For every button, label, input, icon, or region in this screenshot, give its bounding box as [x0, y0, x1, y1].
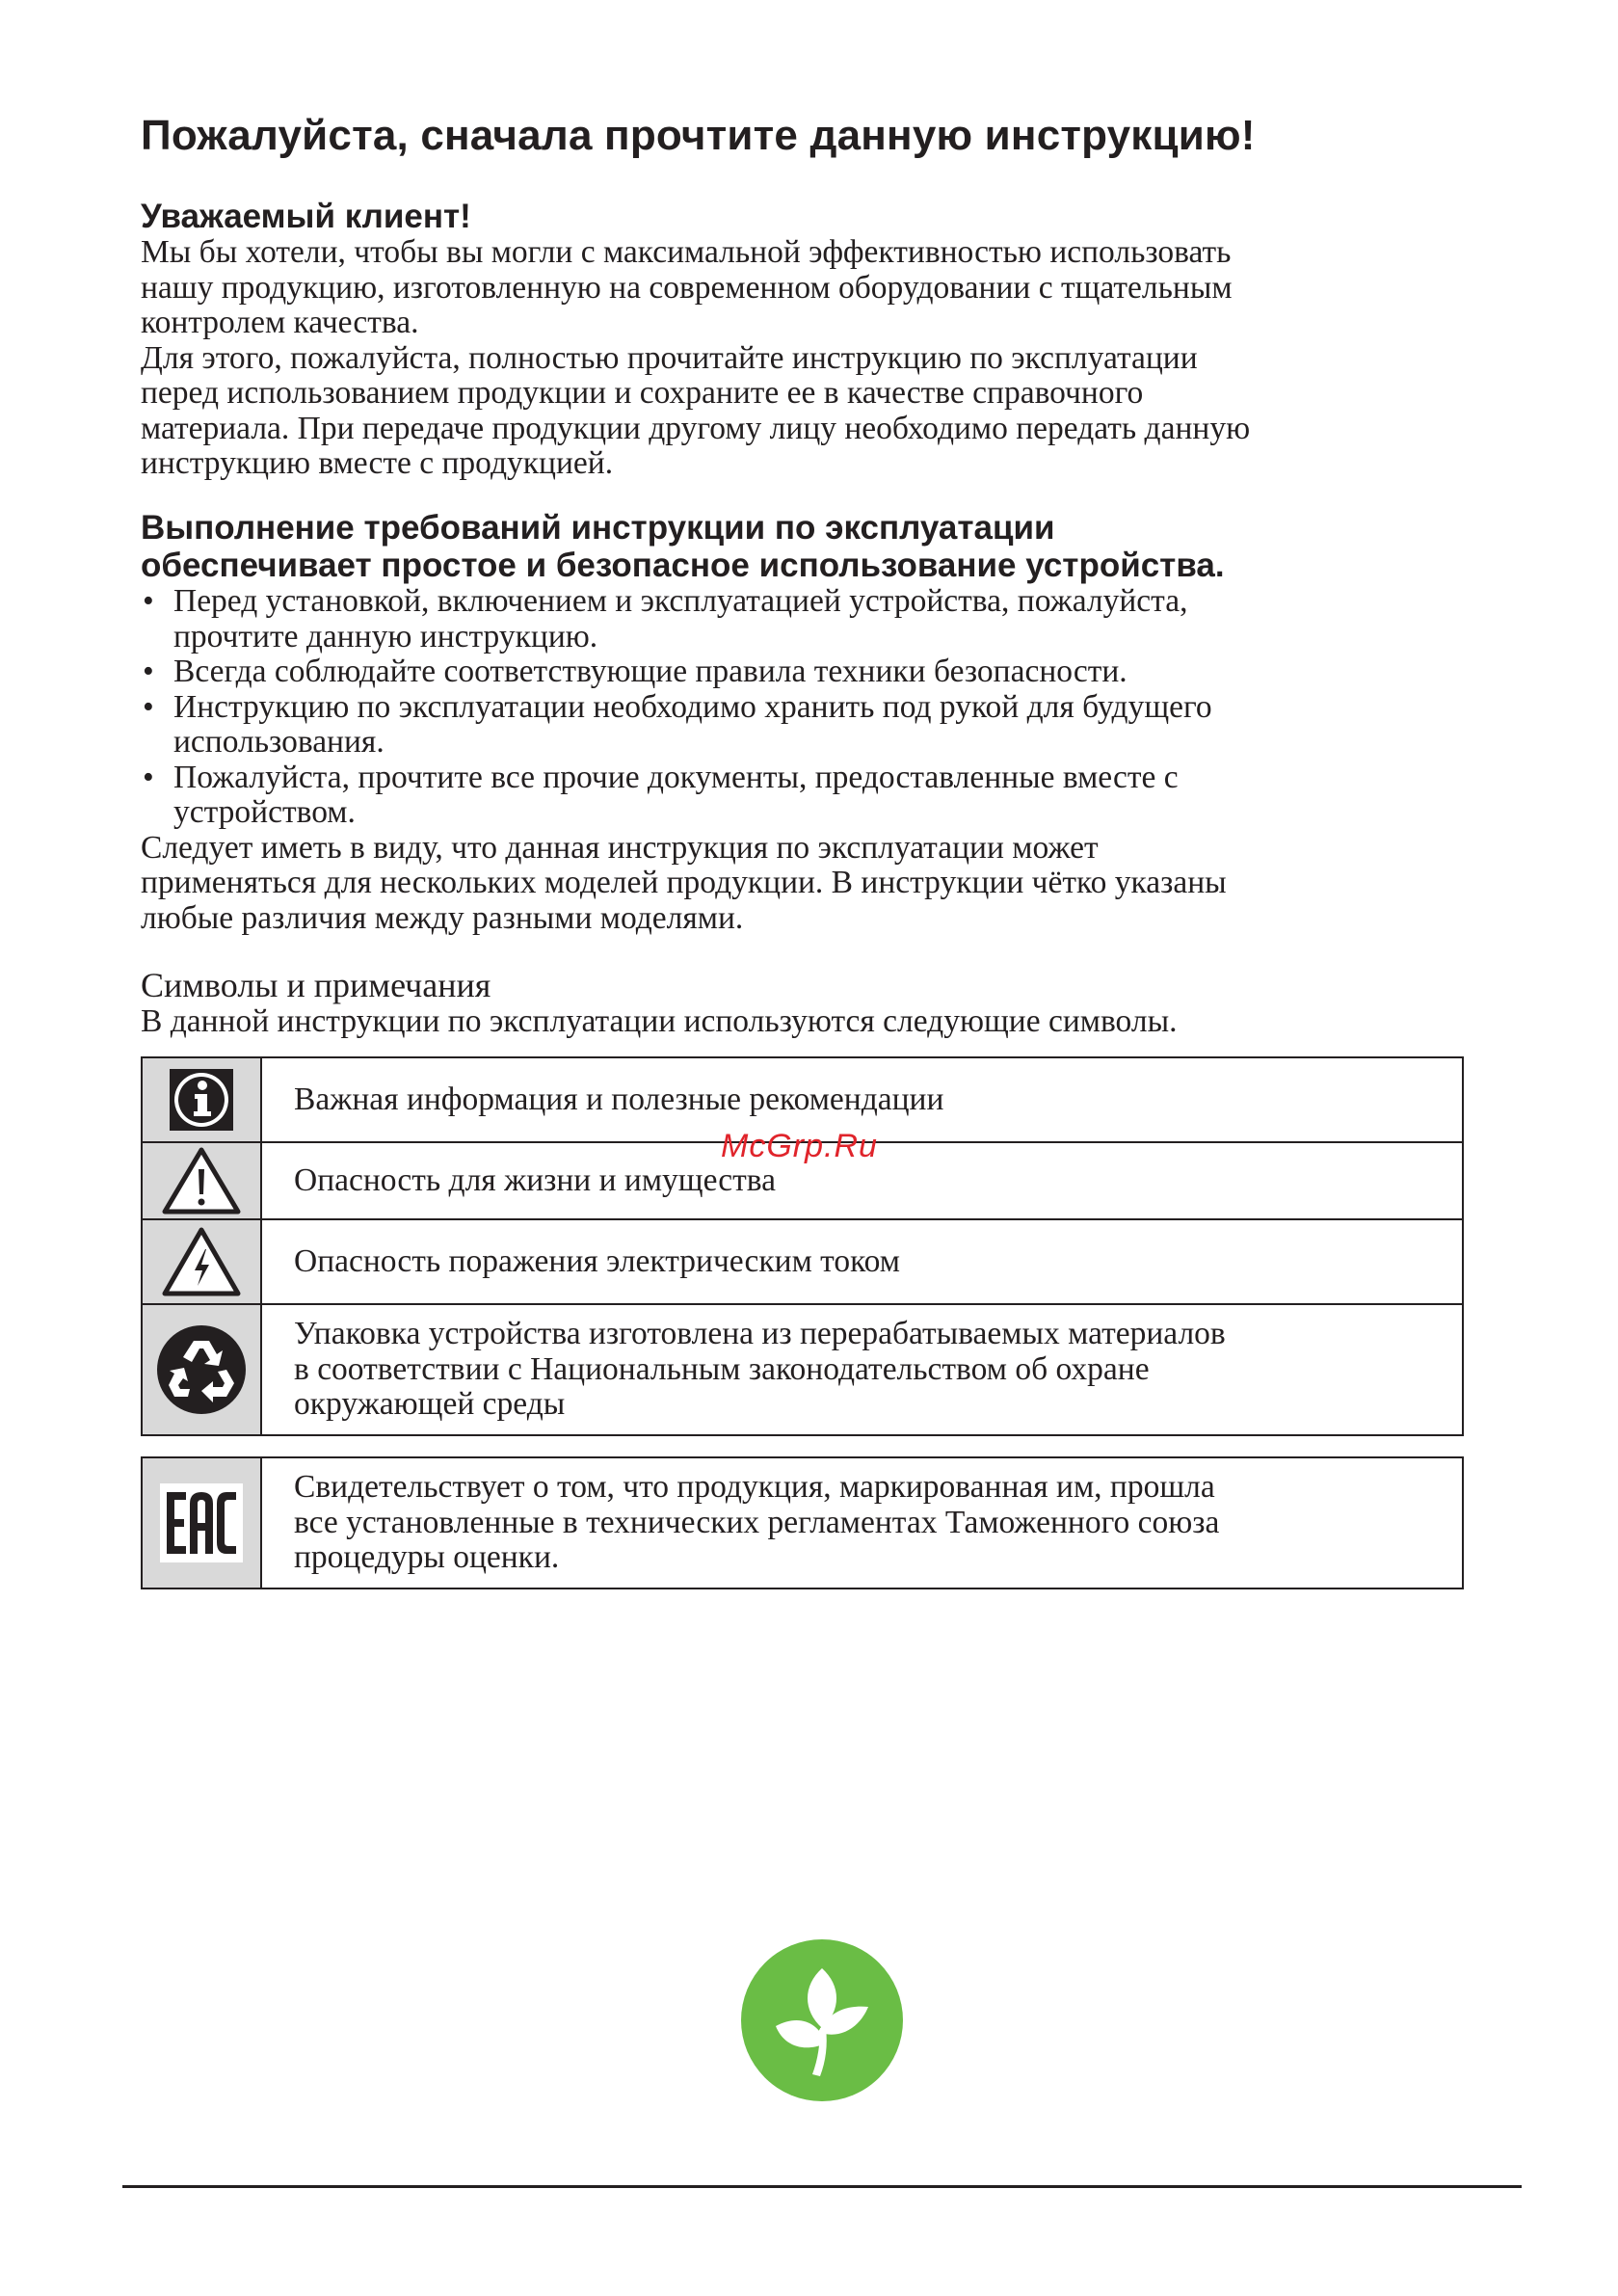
symbol-icon-cell: [142, 1457, 261, 1589]
warning-triangle-icon: [161, 1146, 242, 1215]
page-title: Пожалуйста, сначала прочтите данную инструкцию!: [141, 112, 1256, 159]
symbol-description: [261, 1304, 1463, 1435]
table-row: [142, 1219, 1463, 1304]
symbol-description-line: Свидетельствует о том, что продукция, маркированная им, прошла: [294, 1469, 1215, 1506]
paragraph-line: материала. При передаче продукции другому лицу необходимо передать данную: [141, 410, 1251, 446]
paragraph-line: нашу продукцию, изготовленную на современном оборудовании с тщательным: [141, 269, 1233, 306]
paragraph-line: контролем качества.: [141, 305, 419, 340]
bullet-icon: •: [143, 583, 154, 619]
paragraph-line: применяться для нескольких моделей продукции. В инструкции чётко указаны: [141, 865, 1227, 900]
symbol-description-line: Важная информация и полезные рекомендации: [294, 1081, 944, 1117]
symbols-intro: В данной инструкции по эксплуатации используются следующие символы.: [141, 1003, 1178, 1039]
dear-customer-text: [141, 235, 1490, 482]
bullet-icon: •: [143, 688, 154, 725]
table-row: [142, 1457, 1463, 1589]
bullet-icon: •: [143, 654, 154, 689]
list-item-line: прочтите данную инструкцию.: [173, 618, 598, 654]
list-item-line: устройством.: [173, 794, 356, 830]
watermark: McGrp.Ru: [721, 1128, 878, 1164]
eac-table: [141, 1456, 1464, 1589]
compliance-note: [141, 831, 1490, 937]
symbol-icon-cell: [142, 1142, 261, 1219]
compliance-heading: [141, 509, 1490, 584]
symbol-description-line: окружающей среды: [294, 1386, 566, 1423]
symbol-description: [261, 1219, 1463, 1304]
list-item: [141, 584, 1490, 654]
list-item: [141, 654, 1490, 690]
symbol-description-line: все установленные в технических регламентах Таможенного союза: [294, 1504, 1220, 1540]
list-item-line: Инструкцию по эксплуатации необходимо хранить под рукой для будущего: [173, 688, 1212, 725]
symbols-heading: Символы и примечания: [141, 966, 491, 1004]
symbols-table: [141, 1056, 1464, 1436]
bullet-icon: •: [143, 759, 154, 795]
eco-leaf-icon: [741, 1939, 903, 2101]
symbol-description: [261, 1457, 1463, 1589]
eac-mark-icon: [159, 1482, 244, 1563]
dear-customer-section: [141, 198, 1490, 482]
symbol-icon-cell: [142, 1304, 261, 1435]
paragraph-line: инструкцию вместе с продукцией.: [141, 445, 614, 481]
symbol-icon-cell: [142, 1219, 261, 1304]
paragraph-line: Следует иметь в виду, что данная инструкция по эксплуатации может: [141, 829, 1099, 866]
list-item-line: Пожалуйста, прочтите все прочие документы, предоставленные вместе с: [173, 759, 1179, 795]
symbol-description-line: Опасность для жизни и имущества: [294, 1161, 777, 1198]
paragraph-line: Мы бы хотели, чтобы вы могли с максимальной эффективностью использовать: [141, 234, 1232, 270]
list-item-line: Перед установкой, включением и эксплуатацией устройства, пожалуйста,: [173, 583, 1188, 619]
symbol-description-line: Упаковка устройства изготовлена из перерабатываемых материалов: [294, 1316, 1226, 1352]
symbol-description-line: Опасность поражения электрическим током: [294, 1242, 900, 1279]
table-row: [142, 1304, 1463, 1435]
paragraph-line: перед использованием продукции и сохраните ее в качестве справочного: [141, 375, 1144, 411]
compliance-section: [141, 509, 1490, 936]
symbol-icon-cell: [142, 1057, 261, 1142]
paragraph-line: Для этого, пожалуйста, полностью прочитайте инструкцию по эксплуатации: [141, 339, 1198, 376]
symbol-description-line: процедуры оценки.: [294, 1539, 560, 1576]
compliance-bullet-list: [141, 584, 1490, 831]
footer-divider: [122, 2185, 1522, 2188]
compliance-heading-line: обеспечивает простое и безопасное использование устройства.: [141, 547, 1225, 584]
symbols-section: [141, 966, 1490, 1040]
dear-customer-heading: Уважаемый клиент!: [141, 198, 471, 235]
recycle-icon: [153, 1322, 250, 1418]
compliance-heading-line: Выполнение требований инструкции по эксплуатации: [141, 509, 1055, 547]
list-item-line: использования.: [173, 724, 385, 760]
symbol-description-line: в соответствии с Национальным законодательством об охране: [294, 1350, 1150, 1387]
info-icon: [169, 1068, 234, 1132]
list-item: [141, 690, 1490, 761]
electric-shock-icon: [161, 1226, 242, 1297]
list-item-line: Всегда соблюдайте соответствующие правила техники безопасности.: [173, 654, 1127, 689]
list-item: [141, 761, 1490, 831]
paragraph-line: любые различия между разными моделями.: [141, 899, 744, 936]
